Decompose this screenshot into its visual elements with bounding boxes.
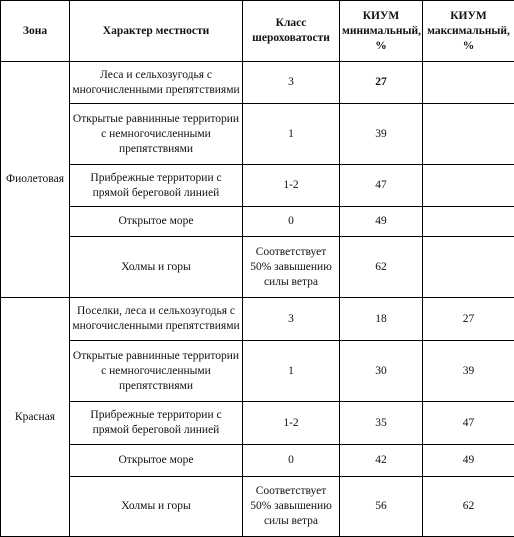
table-row [1, 298, 514, 341]
table-row [1, 207, 514, 237]
roughness-cell: 3 [243, 62, 340, 104]
roughness-cell: 1-2 [243, 402, 340, 445]
kium-min-cell: 39 [340, 104, 423, 165]
table-row [1, 165, 514, 207]
roughness-cell: Соответствует 50% завышению силы ветра [243, 237, 340, 298]
header-roughness: Класс шероховатости [243, 1, 340, 62]
kium-max-cell [423, 165, 514, 207]
roughness-cell: 3 [243, 298, 340, 341]
kium-min-cell: 49 [340, 207, 423, 237]
zone-cell-red: Красная [1, 298, 70, 537]
table-row [1, 402, 514, 445]
terrain-cell: Холмы и горы [70, 237, 243, 298]
kium-max-cell: 27 [423, 298, 514, 341]
header-kium-max: КИУМ максимальный, % [423, 1, 514, 62]
terrain-cell: Открытое море [70, 445, 243, 477]
terrain-cell: Открытые равнинные территории с немногочисленными препятствиями [70, 341, 243, 402]
table-row [1, 341, 514, 402]
kium-min-cell: 27 [340, 62, 423, 104]
roughness-cell: 1 [243, 341, 340, 402]
roughness-cell: 0 [243, 445, 340, 477]
terrain-cell: Леса и сельхозугодья с многочисленными препятствиями [70, 62, 243, 104]
kium-min-cell: 18 [340, 298, 423, 341]
table-row [1, 237, 514, 298]
roughness-cell: Соответствует 50% завышению силы ветра [243, 477, 340, 537]
table-row [1, 104, 514, 165]
kium-max-cell [423, 62, 514, 104]
roughness-cell: 0 [243, 207, 340, 237]
table-row [1, 477, 514, 537]
kium-max-cell [423, 104, 514, 165]
terrain-cell: Прибрежные территории с прямой береговой линией [70, 402, 243, 445]
header-zone: Зона [1, 1, 70, 62]
terrain-cell: Холмы и горы [70, 477, 243, 537]
kium-max-cell: 49 [423, 445, 514, 477]
table-row [1, 445, 514, 477]
kium-min-cell: 30 [340, 341, 423, 402]
kium-max-cell [423, 207, 514, 237]
zone-cell-violet: Фиолетовая [1, 62, 70, 298]
roughness-cell: 1 [243, 104, 340, 165]
kium-max-cell: 47 [423, 402, 514, 445]
terrain-cell: Прибрежные территории с прямой береговой линией [70, 165, 243, 207]
header-row [1, 1, 514, 62]
kium-max-cell: 39 [423, 341, 514, 402]
kium-max-cell: 62 [423, 477, 514, 537]
terrain-cell: Поселки, леса и сельхозугодья с многочисленными препятствиями [70, 298, 243, 341]
table-row [1, 62, 514, 104]
header-kium-min: КИУМ минимальный, % [340, 1, 423, 62]
kium-min-cell: 42 [340, 445, 423, 477]
terrain-cell: Открытые равнинные территории с немногочисленными препятствиями [70, 104, 243, 165]
kium-min-cell: 47 [340, 165, 423, 207]
terrain-cell: Открытое море [70, 207, 243, 237]
kium-min-cell: 62 [340, 237, 423, 298]
kium-min-cell: 35 [340, 402, 423, 445]
kium-min-cell: 56 [340, 477, 423, 537]
header-terrain: Характер местности [70, 1, 243, 62]
kium-max-cell [423, 237, 514, 298]
roughness-cell: 1-2 [243, 165, 340, 207]
